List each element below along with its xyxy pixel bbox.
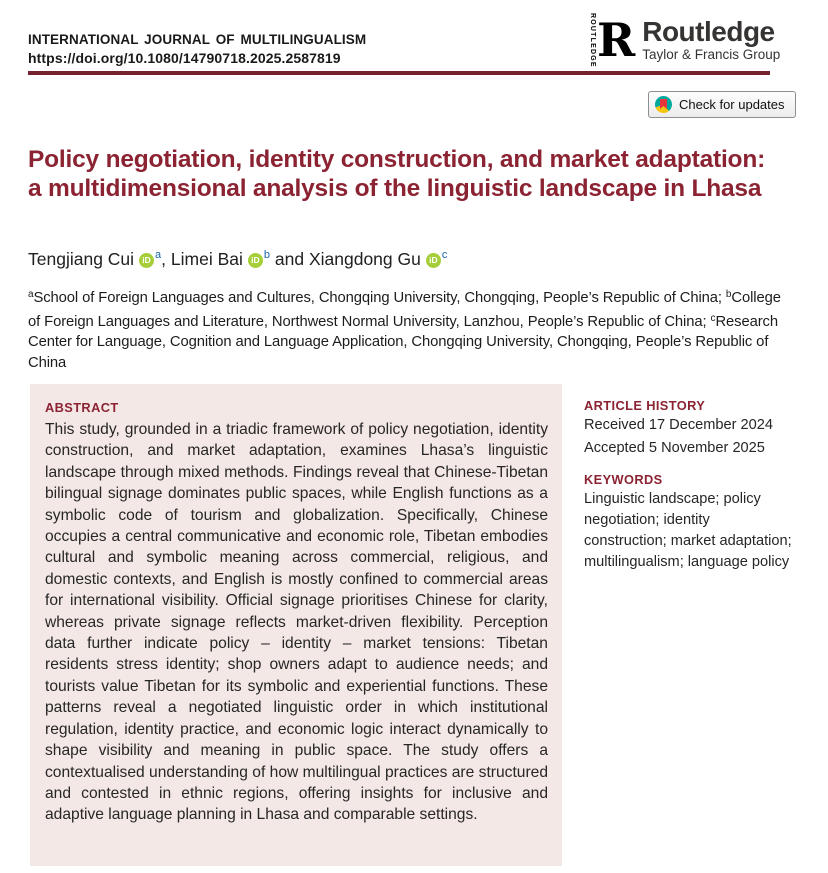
author-separator: and — [270, 249, 309, 269]
publisher-logo — [589, 12, 780, 68]
publisher-tagline: Taylor & Francis Group — [642, 47, 781, 62]
orcid-icon[interactable]: iD — [426, 253, 441, 268]
affiliation-text: School of Foreign Languages and Cultures, Chongqing University, Chongqing, People’s Republic of China; — [33, 290, 726, 306]
affiliation-mark: c — [710, 312, 716, 324]
abstract-panel — [30, 384, 562, 866]
doi-link[interactable]: https://doi.org/10.1080/14790718.2025.2587819 — [28, 50, 341, 66]
author-name: Tengjiang Cui — [28, 249, 135, 269]
author-line — [28, 243, 447, 271]
affiliation-mark: b — [263, 249, 271, 261]
author-name: Limei Bai — [170, 249, 243, 269]
abstract-heading: ABSTRACT — [45, 400, 119, 415]
affiliation-text: Research Center for Language, Cognition and Language Application, Chongqing University, Chongqing, People’s Republic of China — [28, 313, 778, 371]
journal-name: INTERNATIONAL JOURNAL OF MULTILINGUALISM — [28, 32, 367, 47]
crossmark-icon — [655, 96, 672, 113]
accepted-date: Accepted 5 November 2025 — [584, 440, 765, 456]
journal-header — [28, 31, 366, 67]
affiliations — [28, 285, 794, 373]
affiliation-mark: c — [441, 249, 448, 261]
article-meta-column — [584, 398, 796, 573]
article-history-heading: ARTICLE HISTORY — [584, 398, 706, 413]
publisher-name: Routledge — [642, 16, 775, 47]
author-separator: , — [161, 249, 171, 269]
abstract-text: This study, grounded in a triadic framework of policy negotiation, identity construction, and market adaptation, examines Lhasa’s linguistic landscape through mixed methods. Findings reveal that Chinese-Tibetan bilingual signage dominates public spaces, while English functions as a symbolic code of tourism and globalization. Specifically, Chinese occupies a central communicative and economic role, Tibetan embodies cultural and symbolic meaning across commercial, religious, and domestic contexts, and English is mostly confined to commercial areas for international visibility. Official signage prioritises Chinese for clarity, whereas private signage reflects market-driven flexibility. Perception data further indicate policy – identity – market tensions: Tibetan residents stress identity; shop owners adapt to audience needs; and tourists value Tibetan for its symbolic and experiential functions. These patterns reveal a negotiated linguistic order in which institutional regulation, identity practice, and economic logic interact dynamically to shape visibility and meaning in public space. The study offers a contextualised understanding of how multilingual practices are structured and contested in ethnic regions, offering insights for inclusive and adaptive language planning in Lhasa and comparable settings. — [45, 421, 548, 824]
affiliation-mark: a — [28, 289, 34, 300]
meta-spacer — [584, 459, 796, 472]
affiliation-mark: b — [725, 289, 732, 300]
keywords-heading: KEYWORDS — [584, 472, 663, 487]
orcid-icon[interactable]: iD — [139, 253, 154, 268]
check-for-updates-button[interactable] — [648, 91, 796, 118]
keywords-text: Linguistic landscape; policy negotiation; identity construction; market adaptation; multilingualism; language policy — [584, 491, 792, 570]
received-date: Received 17 December 2024 — [584, 417, 774, 433]
routledge-vertical-label: ROUTLEDGE — [589, 12, 596, 68]
routledge-r-icon: R — [597, 13, 636, 67]
affiliation-mark: a — [155, 249, 162, 261]
author-name: Xiangdong Gu — [308, 249, 421, 269]
header-divider — [28, 71, 770, 75]
publisher-wordmark — [642, 17, 780, 63]
affiliation-text: College of Foreign Languages and Literature, Northwest Normal University, Lanzhou, People’s Republic of China; — [28, 290, 781, 330]
check-for-updates-label: Check for updates — [679, 97, 785, 112]
article-title: Policy negotiation, identity construction, and market adaptation: a multidimensional analysis of the linguistic landscape in Lhasa — [28, 146, 766, 202]
orcid-icon[interactable]: iD — [248, 253, 263, 268]
